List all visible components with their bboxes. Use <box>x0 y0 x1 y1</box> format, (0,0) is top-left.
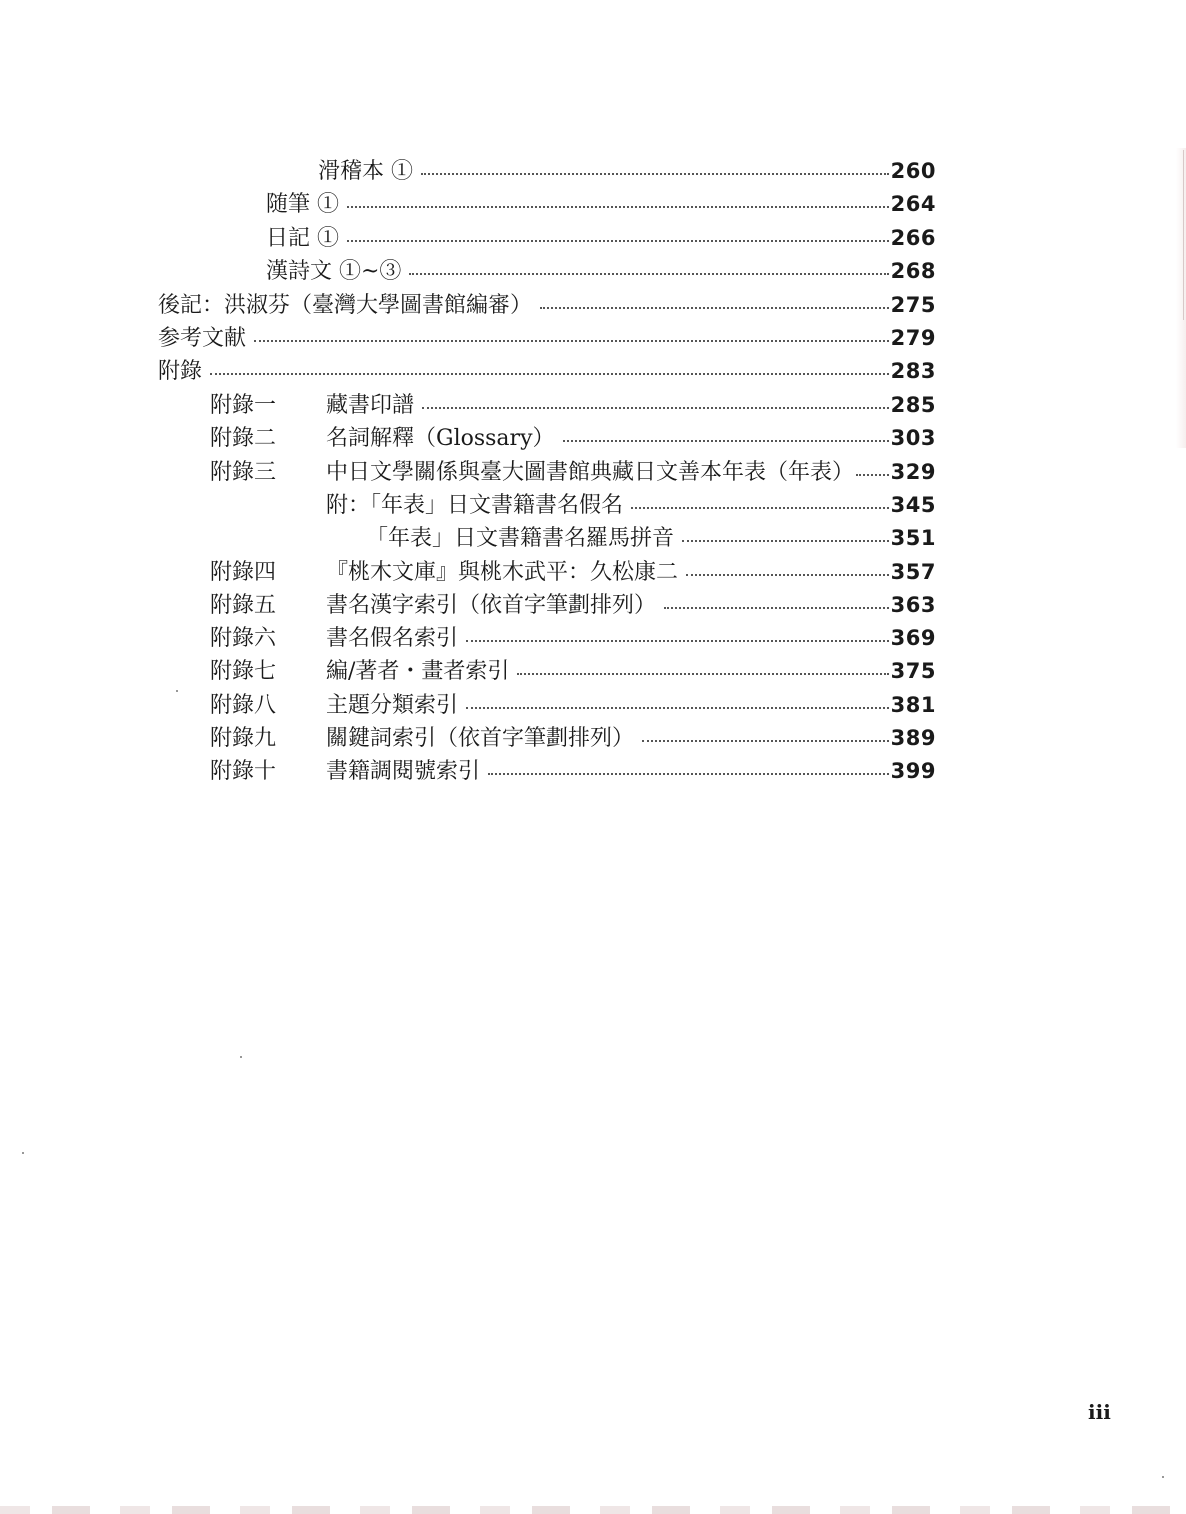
toc-leader-dots <box>488 773 889 775</box>
toc-entry-page: 369 <box>890 626 936 650</box>
toc-entry-title: 漢詩文 ①~③ <box>266 259 402 284</box>
toc-entry-number: 附錄七 <box>210 659 277 684</box>
toc-leader-dots <box>409 273 888 275</box>
toc-entry-page: 389 <box>890 726 936 750</box>
toc-entry-page: 260 <box>890 159 936 183</box>
page-bottom-edge <box>0 1506 1186 1514</box>
toc-entry-title: 中日文學關係與臺大圖書館典藏日文善本年表（年表） <box>326 460 855 485</box>
toc-entry-page: 266 <box>890 226 936 250</box>
toc-leader-dots <box>347 240 889 242</box>
scan-speck <box>22 1152 24 1154</box>
toc-entry <box>210 622 936 655</box>
toc-entry-page: 399 <box>890 759 936 783</box>
toc-leader-dots <box>664 607 889 609</box>
toc-entry-title: 滑稽本 ① <box>318 159 413 184</box>
toc-entry-number: 附錄六 <box>210 626 277 651</box>
toc-entry-page: 351 <box>890 526 936 550</box>
toc-entry-title: 關鍵詞索引（依首字筆劃排列） <box>326 726 635 751</box>
toc-entry-page: 345 <box>890 493 936 517</box>
toc-leader-dots <box>517 673 888 675</box>
toc-entry <box>210 556 936 589</box>
toc-entry <box>326 489 936 522</box>
toc-entry-number: 附錄九 <box>210 726 277 751</box>
toc-entry <box>158 322 936 355</box>
toc-leader-dots <box>347 206 889 208</box>
toc-entry-number: 附錄十 <box>210 759 277 784</box>
toc-entry <box>210 722 936 755</box>
toc-entry-number: 附錄三 <box>210 460 277 485</box>
toc-entry <box>266 255 936 288</box>
toc-entry-title: 編/著者・畫者索引 <box>326 659 510 684</box>
toc-entry <box>210 589 936 622</box>
toc-entry-number: 附錄二 <box>210 426 277 451</box>
toc-entry <box>366 522 936 555</box>
toc-leader-dots <box>631 507 889 509</box>
toc-leader-dots <box>642 740 889 742</box>
toc-entry-title: 「年表」日文書籍書名羅馬拼音 <box>366 526 675 551</box>
toc-entry-page: 279 <box>890 326 936 350</box>
toc-entry <box>210 456 936 489</box>
toc-entry <box>158 355 936 388</box>
toc-entry <box>318 155 936 188</box>
scan-speck <box>1162 1476 1164 1478</box>
toc-entry-page: 264 <box>890 192 936 216</box>
toc-entry-number: 附錄五 <box>210 593 277 618</box>
toc-entry-title: 名詞解釋（Glossary） <box>326 426 555 451</box>
toc-entry-title: 日記 ① <box>266 226 339 251</box>
toc-leader-dots <box>466 707 889 709</box>
toc-leader-dots <box>254 340 889 342</box>
toc-entry-title: 書籍調閱號索引 <box>326 759 481 784</box>
toc-entry <box>266 222 936 255</box>
toc-leader-dots <box>682 540 889 542</box>
toc-entry-page: 285 <box>890 393 936 417</box>
scan-speck <box>176 690 178 692</box>
toc-entry-page: 329 <box>890 460 936 484</box>
toc-entry-number: 附錄一 <box>210 393 277 418</box>
toc-entry <box>210 689 936 722</box>
toc-entry <box>210 755 936 788</box>
toc-entry-page: 357 <box>890 560 936 584</box>
toc-leader-dots <box>210 373 889 375</box>
toc-entry <box>210 422 936 455</box>
toc-entry-page: 275 <box>890 293 936 317</box>
toc-entry-title: 随筆 ① <box>266 192 339 217</box>
toc-entry-number: 附錄八 <box>210 693 277 718</box>
toc-entry <box>210 655 936 688</box>
toc-entry-page: 283 <box>890 359 936 383</box>
toc-leader-dots <box>422 407 889 409</box>
toc-leader-dots <box>540 307 889 309</box>
page-number: iii <box>1088 1400 1111 1424</box>
toc-leader-dots <box>466 640 889 642</box>
toc-entry-page: 268 <box>890 259 936 283</box>
toc-entry-number: 附錄四 <box>210 560 277 585</box>
toc-entry-title: 藏書印譜 <box>326 393 415 418</box>
toc-entry <box>266 188 936 221</box>
scan-speck <box>240 1056 242 1058</box>
toc-entry-title: 主題分類索引 <box>326 693 459 718</box>
toc-entry-page: 375 <box>890 659 936 683</box>
toc-entry-title: 書名漢字索引（依首字筆劃排列） <box>326 593 657 618</box>
toc-entry-title: 書名假名索引 <box>326 626 459 651</box>
toc-entry <box>210 389 936 422</box>
toc-leader-dots <box>421 173 889 175</box>
toc-entry-page: 303 <box>890 426 936 450</box>
toc-entry <box>158 289 936 322</box>
toc-entry-page: 381 <box>890 693 936 717</box>
toc-entry-title: 後記：洪淑芬（臺灣大學圖書館編審） <box>158 293 533 318</box>
toc-leader-dots <box>856 474 889 476</box>
toc-entry-title: 附錄 <box>158 359 203 384</box>
toc-entry-title: 『桃木文庫』與桃木武平：久松康二 <box>326 560 679 585</box>
toc-entry-page: 363 <box>890 593 936 617</box>
toc-entry-title: 参考文献 <box>158 326 247 351</box>
toc-leader-dots <box>563 440 889 442</box>
toc-entry-title: 附：「年表」日文書籍書名假名 <box>326 493 624 518</box>
toc-leader-dots <box>686 574 889 576</box>
